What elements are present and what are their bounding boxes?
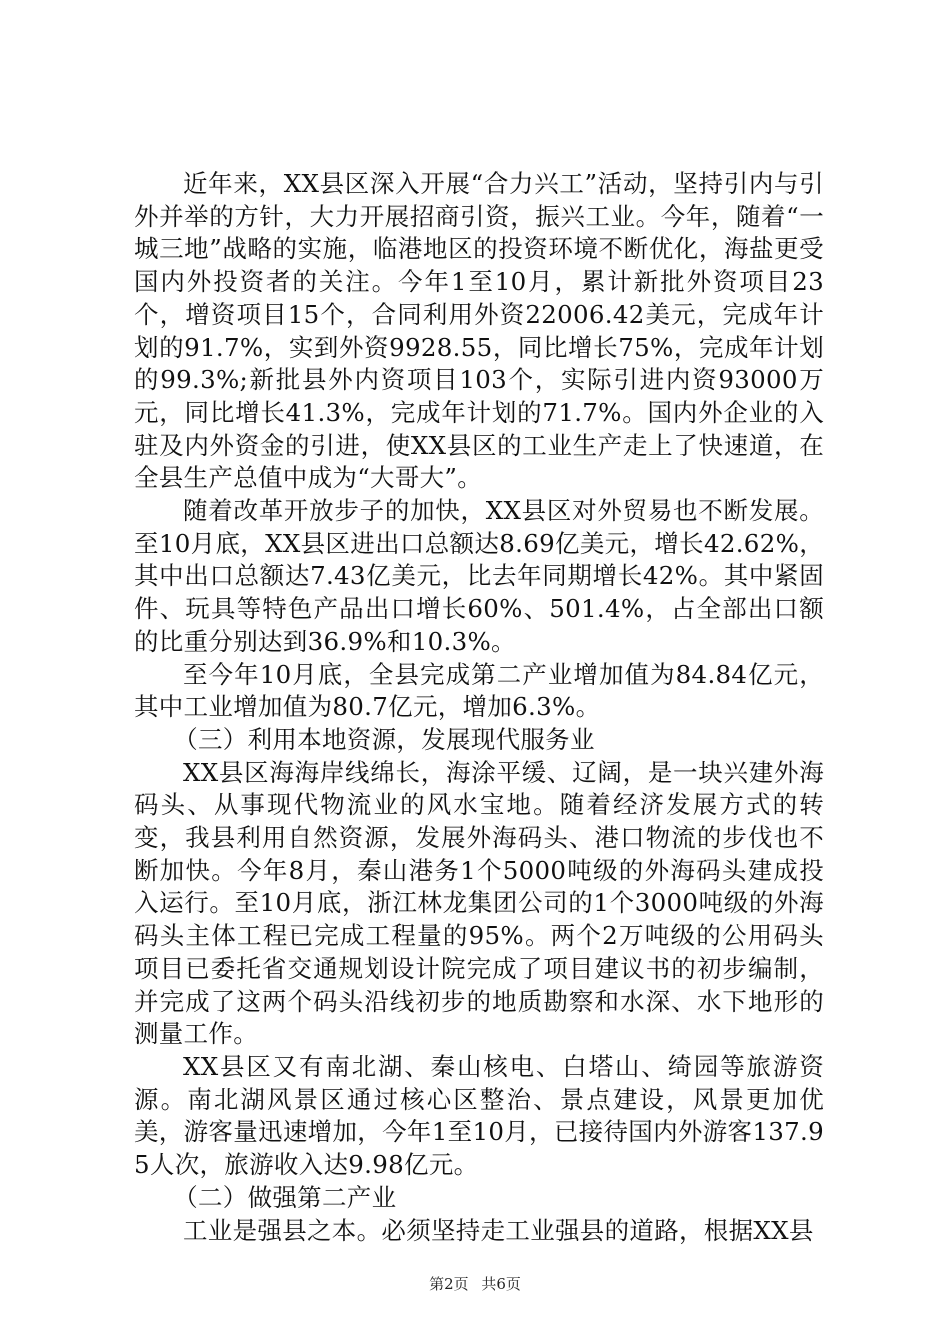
section-heading-modern-services: （三）利用本地资源，发展现代服务业	[173, 724, 595, 754]
paragraph-industry-strategy: 工业是强县之本。必须坚持走工业强县的道路，根据XX县	[183, 1215, 814, 1245]
page-number: 第2页	[429, 1275, 469, 1293]
paragraph-foreign-trade: 随着改革开放步子的加快，XX县区对外贸易也不断发展。至10月底，XX县区进出口总额达8.69亿美元，增长42.62%，其中出口总额达7.43亿美元，比去年同期增长42%。其中紧固件、玩具等特色产品出口增长60%、501.4%，占全部出口额的比重分别达到36.9%和10.3%。	[134, 496, 824, 656]
paragraph-investment: 近年来，XX县区深入开展“合力兴工”活动，坚持引内与引外并举的方针，大力开展招商引资，振兴工业。今年，随着“一城三地”战略的实施，临港地区的投资环境不断优化，海盐更受国内外投资者的关注。今年1至10月，累计新批外资项目23个，增资项目15个，合同利用外资22006.42美元，完成年计划的91.7%，实到外资9928.55，同比增长75%，完成年计划的99.3%;新批县外内资项目103个，实际引进内资93000万元，同比增长41.3%，完成年计划的71.7%。国内外企业的入驻及内外资金的引进，使XX县区的工业生产走上了快速道，在全县生产总值中成为“大哥大”。	[134, 169, 825, 493]
paragraph-port-logistics: XX县区海海岸线绵长，海涂平缓、辽阔，是一块兴建外海码头、从事现代物流业的风水宝地。随着经济发展方式的转变，我县利用自然资源，发展外海码头、港口物流的步伐也不断加快。今年8月，秦山港务1个5000吨级的外海码头建成投入运行。至10月底，浙江林龙集团公司的1个3000吨级的外海码头主体工程已完成工程量的95%。两个2万吨级的公用码头项目已委托省交通规划设计院完成了项目建议书的初步编制，并完成了这两个码头沿线初步的地质勘察和水深、水下地形的测量工作。	[134, 757, 824, 1049]
paragraph-secondary-industry-value: 至今年10月底，全县完成第二产业增加值为84.84亿元，其中工业增加值为80.7亿元，增加6.3%。	[134, 659, 824, 722]
page-total: 共6页	[481, 1275, 521, 1293]
paragraph-tourism: XX县区又有南北湖、秦山核电、白塔山、绮园等旅游资源。南北湖风景区通过核心区整治、景点建设，风景更加优美，游客量迅速增加，今年1至10月，已接待国内外游客137.95人次，旅游收入达9.98亿元。	[134, 1051, 824, 1180]
document-body	[134, 168, 824, 1247]
page-footer	[0, 1273, 950, 1294]
section-heading-secondary-industry: （二）做强第二产业	[173, 1182, 397, 1212]
